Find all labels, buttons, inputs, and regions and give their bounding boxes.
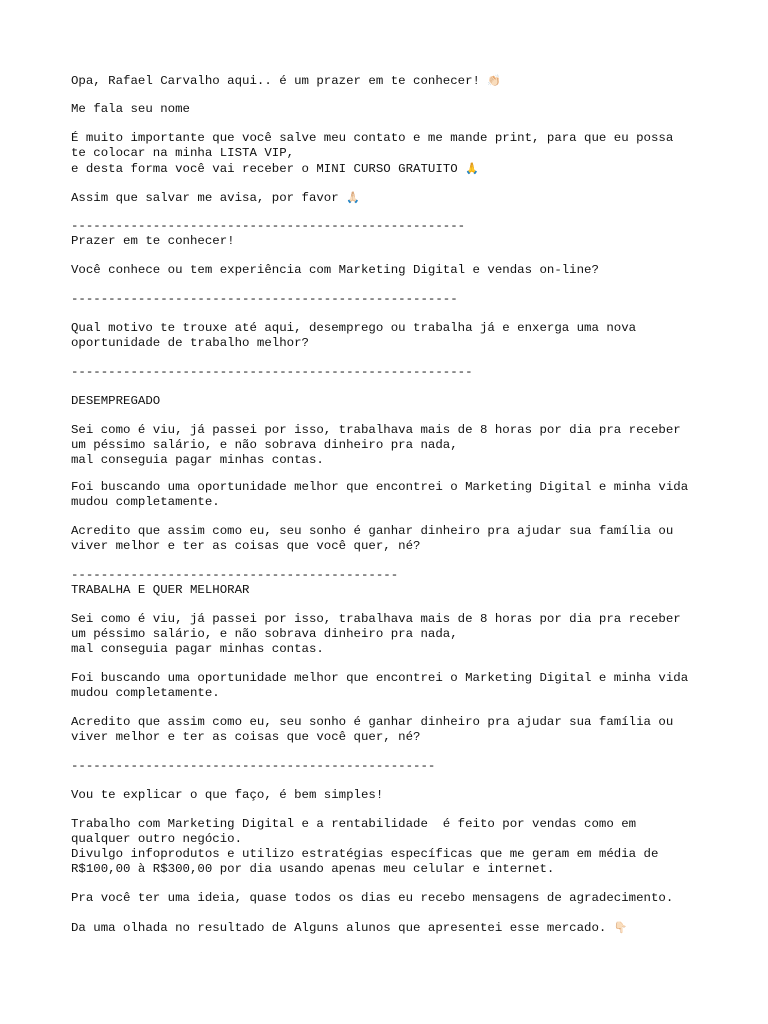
save-contact-line-3 (71, 161, 751, 176)
working-p3-line-1: Acredito que assim como eu, seu sonho é ganhar dinheiro pra ajudar sua família ou (71, 715, 674, 729)
separator: ------------------------------------------------- (71, 759, 436, 773)
unemployed-p1-line-1: Sei como é viu, já passei por isso, trabalhava mais de 8 horas por dia pra receber (71, 423, 681, 437)
experience-question: Você conhece ou tem experiência com Marketing Digital e vendas on-line? (71, 263, 599, 277)
greeting-line (71, 73, 751, 88)
separator: ------------------------------------------------------ (71, 365, 473, 379)
working-p1-line-1: Sei como é viu, já passei por isso, trabalhava mais de 8 horas por dia pra receber (71, 612, 681, 626)
document-body (71, 73, 751, 935)
praying-hands-icon: 🙏🏻 (346, 191, 360, 204)
greeting-text: Opa, Rafael Carvalho aqui.. é um prazer em te conhecer! (71, 74, 480, 88)
working-p2-line-2: mudou completamente. (71, 686, 220, 700)
explain-line-3: Divulgo infoprodutos e utilizo estratégias específicas que me geram em média de (71, 847, 659, 861)
unemployed-p3-line-2: viver melhor e ter as coisas que você quer, né? (71, 539, 421, 553)
pointing-down-icon: 👇🏻 (613, 921, 628, 934)
separator: -------------------------------------------- (71, 568, 399, 582)
working-p1-line-3: mal conseguia pagar minhas contas. (71, 642, 324, 656)
unemployed-p1-line-3: mal conseguia pagar minhas contas. (71, 453, 324, 467)
explain-line-1: Trabalho com Marketing Digital e a rentabilidade é feito por vendas como em (71, 817, 637, 831)
explain-intro: Vou te explicar o que faço, é bem simples! (71, 788, 384, 802)
working-p3-line-2: viver melhor e ter as coisas que você quer, né? (71, 730, 421, 744)
results-text: Da uma olhada no resultado de Alguns alunos que apresentei esse mercado. (71, 921, 607, 935)
unemployed-p3-line-1: Acredito que assim como eu, seu sonho é ganhar dinheiro pra ajudar sua família ou (71, 524, 674, 538)
notify-text: Assim que salvar me avisa, por favor (71, 191, 339, 205)
ask-name: Me fala seu nome (71, 102, 190, 116)
unemployed-heading: DESEMPREGADO (71, 394, 161, 408)
unemployed-p2-line-2: mudou completamente. (71, 495, 220, 509)
working-heading: TRABALHA E QUER MELHORAR (71, 583, 250, 597)
explain-line-2: qualquer outro negócio. (71, 832, 243, 846)
unemployed-p1-line-2: um péssimo salário, e não sobrava dinheiro pra nada, (71, 438, 458, 452)
motive-question-line-1: Qual motivo te trouxe até aqui, desemprego ou trabalha já e enxerga uma nova (71, 321, 637, 335)
nice-to-meet: Prazer em te conhecer! (71, 234, 235, 248)
motive-question-line-2: oportunidade de trabalho melhor? (71, 336, 309, 350)
clapping-hands-icon: 👏🏻 (487, 74, 502, 87)
separator: ---------------------------------------------------- (71, 292, 458, 306)
save-contact-line-3-text: e desta forma você vai receber o MINI CURSO GRATUITO (71, 162, 458, 176)
unemployed-p2-line-1: Foi buscando uma oportunidade melhor que encontrei o Marketing Digital e minha vida (71, 480, 689, 494)
explain-idea: Pra você ter uma ideia, quase todos os dias eu recebo mensagens de agradecimento. (71, 891, 674, 905)
save-contact-line-2: te colocar na minha LISTA VIP, (71, 146, 295, 160)
working-p2-line-1: Foi buscando uma oportunidade melhor que encontrei o Marketing Digital e minha vida (71, 671, 689, 685)
separator: ----------------------------------------------------- (71, 219, 466, 233)
notify-line (71, 190, 751, 205)
praying-hands-icon: 🙏 (465, 162, 479, 175)
working-p1-line-2: um péssimo salário, e não sobrava dinheiro pra nada, (71, 627, 458, 641)
save-contact-line-1: É muito importante que você salve meu contato e me mande print, para que eu possa (71, 131, 674, 145)
results-line (71, 920, 751, 935)
explain-line-4: R$100,00 à R$300,00 por dia usando apenas meu celular e internet. (71, 862, 555, 876)
